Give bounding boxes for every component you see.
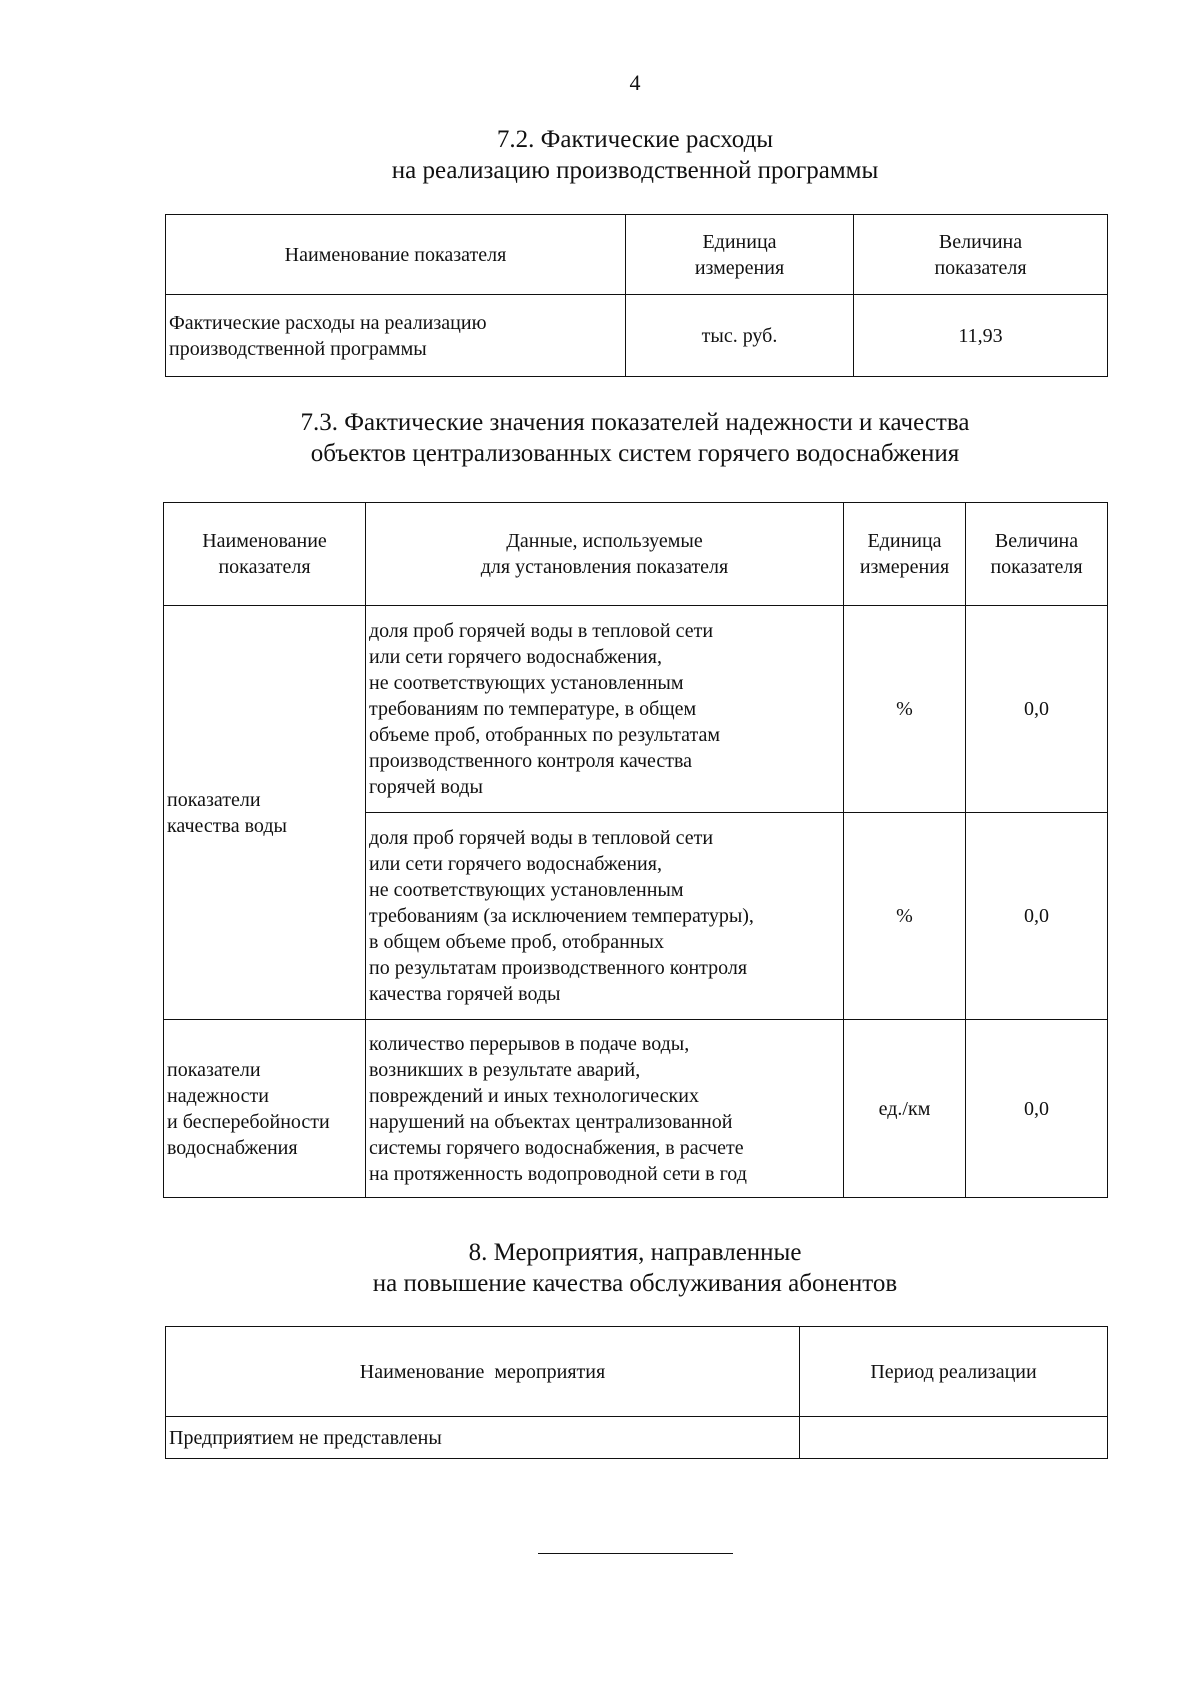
section-8-title-line2: на повышение качества обслуживания абонентов [372,1270,898,1297]
unit-cell: % [844,813,966,1020]
table-header-row [164,503,1108,606]
end-divider-line [538,1553,733,1554]
value-cell: 0,0 [966,813,1108,1020]
table-row [164,1020,1108,1198]
section-7-3-title-line1: 7.3. Фактические значения показателей надежности и качества [300,409,970,436]
column-header-indicator-name: Наименование показателя [164,503,366,606]
section-7-2-title-line1: 7.2. Фактические расходы [496,126,774,153]
unit-cell: тыс. руб. [626,295,854,377]
group-name-reliability: показатели надежности и бесперебойности водоснабжения [164,1020,366,1198]
table-row [166,1417,1108,1459]
column-header-unit: Единица измерения [626,215,854,295]
section-8-title [165,1237,1105,1299]
section-7-2-title-line2: на реализацию производственной программы [391,157,879,184]
period-cell [800,1417,1108,1459]
section-7-2-title [165,124,1105,186]
value-cell: 0,0 [966,606,1108,813]
column-header-period: Период реализации [800,1327,1108,1417]
source-data-cell: доля проб горячей воды в тепловой сети или сети горячего водоснабжения, не соответствующих установленным требованиям по температуре, в общем объеме проб, отобранных по результатам производственного контроля качества горячей воды [366,606,844,813]
section-7-3-title [165,407,1105,469]
column-header-indicator-name: Наименование показателя [166,215,626,295]
table-row [166,295,1108,377]
column-header-value: Величина показателя [966,503,1108,606]
source-data-cell: доля проб горячей воды в тепловой сети или сети горячего водоснабжения, не соответствующих установленным требованиям (за исключением температуры), в общем объеме проб, отобранных по результатам производственного контроля качества горячей воды [366,813,844,1020]
source-data-cell: количество перерывов в подаче воды, возникших в результате аварий, повреждений и иных технологических нарушений на объектах централизованной системы горячего водоснабжения, в расчете на протяженность водопроводной сети в год [366,1020,844,1198]
unit-cell: ед./км [844,1020,966,1198]
column-header-measure-name: Наименование мероприятия [166,1327,800,1417]
page-number: 4 [629,70,641,95]
section-8-title-line1: 8. Мероприятия, направленные [468,1239,802,1266]
column-header-source-data: Данные, используемые для установления показателя [366,503,844,606]
value-cell: 0,0 [966,1020,1108,1198]
section-7-3-title-line2: объектов централизованных систем горячего водоснабжения [310,440,960,467]
measure-name-cell: Предприятием не представлены [166,1417,800,1459]
column-header-value: Величина показателя [854,215,1108,295]
unit-cell: % [844,606,966,813]
group-name-water-quality: показатели качества воды [164,606,366,1020]
value-cell: 11,93 [854,295,1108,377]
service-measures-table [165,1326,1108,1459]
column-header-unit: Единица измерения [844,503,966,606]
reliability-quality-table [163,502,1108,1198]
actual-expenses-table [165,214,1108,377]
table-header-row [166,1327,1108,1417]
table-header-row [166,215,1108,295]
indicator-name-cell: Фактические расходы на реализацию производственной программы [166,295,626,377]
table-row [164,606,1108,813]
